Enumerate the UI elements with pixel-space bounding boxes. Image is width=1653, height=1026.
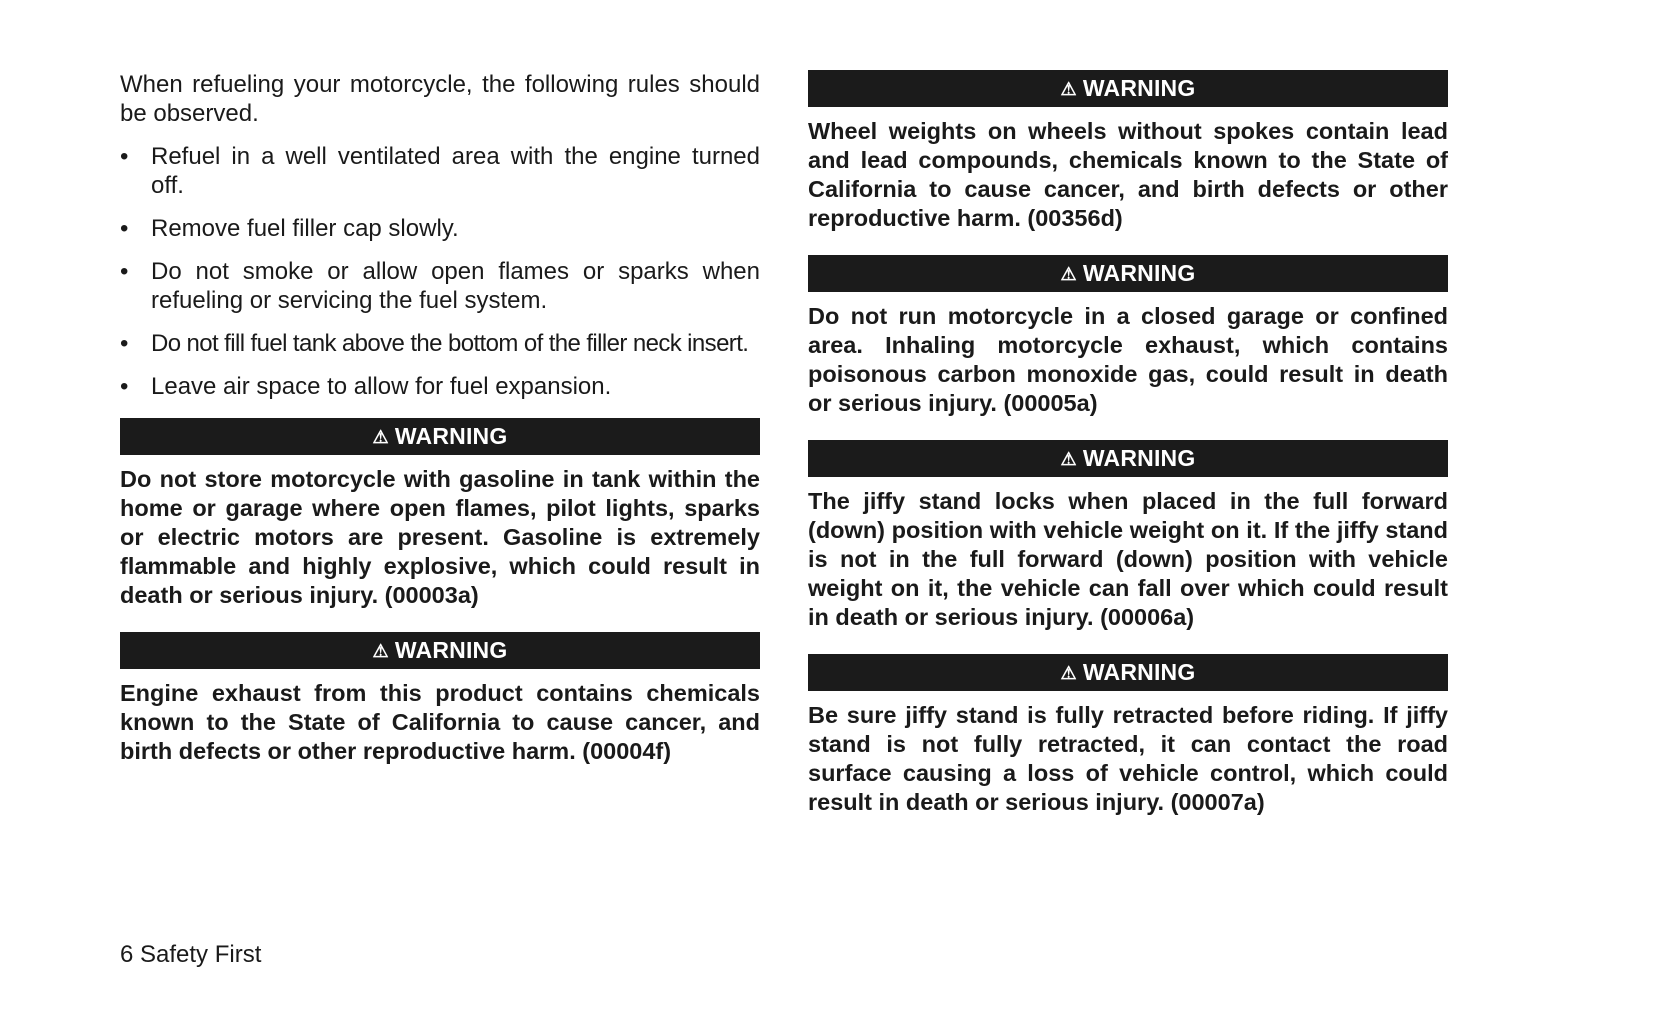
warning-triangle-icon: ⚠ <box>1060 78 1077 99</box>
list-item <box>120 372 760 401</box>
rule-text: Refuel in a well ventilated area with the engine turned off. <box>151 143 760 199</box>
warning-label: WARNING <box>1082 445 1196 471</box>
warning-text: Do not run motorcycle in a closed garage or confined area. Inhaling motorcycle exhaust, which contains poisonous carbon monoxide gas, could result in death or serious injury. (00005a) <box>808 303 1448 416</box>
bullet: • <box>120 258 129 285</box>
right-column <box>808 70 1448 817</box>
bullet: • <box>120 330 128 357</box>
warning-text: The jiffy stand locks when placed in the full forward (down) position with vehicle weight on it. If the jiffy stand is not in the full forward (down) position with vehicle weight on it, the vehicle can fall over which could result in death or serious injury. (00006a) <box>808 488 1448 630</box>
warning-label: WARNING <box>394 423 508 449</box>
warning-banner <box>120 632 760 669</box>
left-column <box>120 70 760 766</box>
warning-text: Be sure jiffy stand is fully retracted before riding. If jiffy stand is not fully retracted, it can contact the road surface causing a loss of vehicle control, which could result in death or serious injury. (00007a) <box>808 702 1448 815</box>
warning-banner <box>120 418 760 455</box>
page-footer: 6 Safety First <box>120 941 262 968</box>
rule-text: Leave air space to allow for fuel expansion. <box>151 373 612 400</box>
warning-triangle-icon: ⚠ <box>1060 448 1077 469</box>
warning-triangle-icon: ⚠ <box>1060 263 1077 284</box>
warning-text: Do not store motorcycle with gasoline in tank within the home or garage where open flames, pilot lights, sparks or electric motors are present. Gasoline is extremely flammable and highly explosive, which could result in death or serious injury. (00003a) <box>120 466 760 608</box>
intro-paragraph: When refueling your motorcycle, the following rules should be observed. <box>120 71 760 127</box>
rule-text: Remove fuel filler cap slowly. <box>151 215 459 242</box>
list-item <box>120 142 760 200</box>
rule-text: Do not fill fuel tank above the bottom of the filler neck insert. <box>151 330 749 357</box>
warning-banner <box>808 255 1448 292</box>
warning-banner <box>808 70 1448 107</box>
list-item <box>120 214 760 243</box>
warning-text: Engine exhaust from this product contains chemicals known to the State of California to cause cancer, and birth defects or other reproductive harm. (00004f) <box>120 680 760 764</box>
warning-banner <box>808 440 1448 477</box>
refuel-rules-list <box>120 142 760 401</box>
warning-triangle-icon: ⚠ <box>372 426 389 447</box>
bullet: • <box>120 143 129 170</box>
warning-text: Wheel weights on wheels without spokes contain lead and lead compounds, chemicals known to the State of California to cause cancer, and birth defects or other reproductive harm. (00356d) <box>808 118 1448 231</box>
list-item <box>120 257 760 315</box>
warning-banner <box>808 654 1448 691</box>
warning-triangle-icon: ⚠ <box>1060 662 1077 683</box>
bullet: • <box>120 215 129 242</box>
rule-text: Do not smoke or allow open flames or sparks when refueling or servicing the fuel system. <box>151 258 760 314</box>
warning-label: WARNING <box>1082 260 1196 286</box>
warning-label: WARNING <box>1082 659 1196 685</box>
bullet: • <box>120 373 129 400</box>
warning-triangle-icon: ⚠ <box>372 640 389 661</box>
list-item <box>120 329 760 358</box>
warning-label: WARNING <box>1082 75 1196 101</box>
warning-label: WARNING <box>394 637 508 663</box>
